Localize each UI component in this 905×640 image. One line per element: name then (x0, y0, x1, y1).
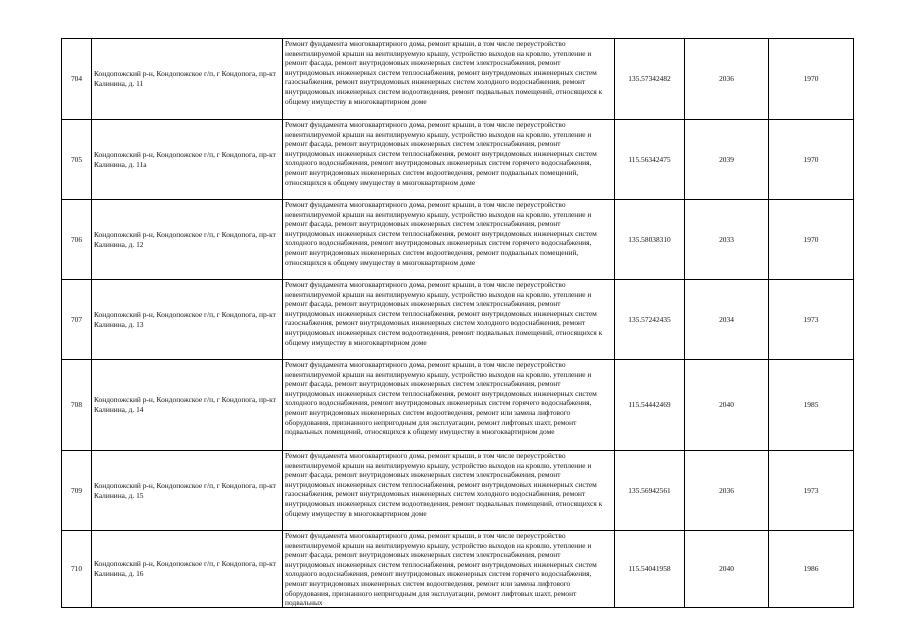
row-number: 704 (62, 39, 92, 120)
row-number: 705 (62, 120, 92, 200)
build-year-cell: 1973 (769, 451, 854, 531)
address-cell: Кондопожский р-н, Кондопожское г/п, г Кондопога, пр-кт Калинина, д. 12 (92, 200, 283, 280)
planned-year-cell: 2034 (685, 280, 769, 360)
works-cell: Ремонт фундамента многоквартирного дома, ремонт крыши, в том числе переустройство невентилируемой крыши на вентилируемую крышу, устройство выходов на кровлю, утепление и ремонт фасада, ремонт внутридомовых инженерных систем электроснабжения, ремонт внутридомовых инженерных систем теплоснабжения, ремонт внутридомовых инженерных систем газоснабжения, ремонт внутридомовых инженерных систем холодного водоснабжения, ремонт внутридомовых инженерных систем водоотведения, ремонт подвальных помещений, относящихся к общему имуществу в многоквартирном доме (283, 39, 615, 120)
row-number: 707 (62, 280, 92, 360)
works-cell: Ремонт фундамента многоквартирного дома, ремонт крыши, в том числе переустройство невентилируемой крыши на вентилируемую крышу, устройство выходов на кровлю, утепление и ремонт фасада, ремонт внутридомовых инженерных систем электроснабжения, ремонт внутридомовых инженерных систем теплоснабжения, ремонт внутридомовых инженерных систем газоснабжения, ремонт внутридомовых инженерных систем холодного водоснабжения, ремонт внутридомовых инженерных систем водоотведения, ремонт подвальных помещений, относящихся к общему имуществу в многоквартирном доме (283, 280, 615, 360)
row-number: 709 (62, 451, 92, 531)
works-text: Ремонт фундамента многоквартирного дома, ремонт крыши, в том числе переустройство невентилируемой крыши на вентилируемую крышу, устройство выходов на кровлю, утепление и ремонт фасада, ремонт внутридомовых инженерных систем электроснабжения, ремонт внутридомовых инженерных систем теплоснабжения, ремонт внутридомовых инженерных систем холодного водоснабжения, ремонт внутридомовых инженерных систем горячего водоснабжения, ремонт внутридомовых инженерных систем водоотведения, ремонт или замена лифтового оборудования, признанного непригодным для эксплуатации, ремонт лифтовых шахт, ремонт подвальных (285, 531, 597, 608)
value-cell: 135.57342482 (615, 39, 685, 120)
row-number: 708 (62, 360, 92, 451)
planned-year-cell: 2033 (685, 200, 769, 280)
works-cell: Ремонт фундамента многоквартирного дома, ремонт крыши, в том числе переустройство невентилируемой крыши на вентилируемую крышу, устройство выходов на кровлю, утепление и ремонт фасада, ремонт внутридомовых инженерных систем электроснабжения, ремонт внутридомовых инженерных систем теплоснабжения, ремонт внутридомовых инженерных систем газоснабжения, ремонт внутридомовых инженерных систем холодного водоснабжения, ремонт внутридомовых инженерных систем водоотведения, ремонт подвальных помещений, относящихся к общему имуществу в многоквартирном доме (283, 451, 615, 531)
value-cell: 115.54041958 (615, 531, 685, 608)
address-cell: Кондопожский р-н, Кондопожское г/п, г Кондопога, пр-кт Калинина, д. 15 (92, 451, 283, 531)
planned-year-cell: 2036 (685, 451, 769, 531)
build-year-cell: 1973 (769, 280, 854, 360)
table-row (62, 280, 854, 360)
value-cell: 135.57242435 (615, 280, 685, 360)
table-row (62, 120, 854, 200)
works-cell: Ремонт фундамента многоквартирного дома, ремонт крыши, в том числе переустройство невентилируемой крыши на вентилируемую крышу, устройство выходов на кровлю, утепление и ремонт фасада, ремонт внутридомовых инженерных систем электроснабжения, ремонт внутридомовых инженерных систем теплоснабжения, ремонт внутридомовых инженерных систем холодного водоснабжения, ремонт внутридомовых инженерных систем горячего водоснабжения, ремонт внутридомовых инженерных систем водоотведения, ремонт подвальных помещений, относящихся к общему имуществу в многоквартирном доме (283, 200, 615, 280)
planned-year-cell: 2036 (685, 39, 769, 120)
table-row (62, 200, 854, 280)
address-cell: Кондопожский р-н, Кондопожское г/п, г Кондопога, пр-кт Калинина, д. 13 (92, 280, 283, 360)
value-cell: 115.54442469 (615, 360, 685, 451)
address-cell: Кондопожский р-н, Кондопожское г/п, г Кондопога, пр-кт Калинина, д. 14 (92, 360, 283, 451)
build-year-cell: 1970 (769, 200, 854, 280)
table-row (62, 360, 854, 451)
value-cell: 115.56342475 (615, 120, 685, 200)
build-year-cell: 1986 (769, 531, 854, 608)
capital-repair-table (61, 38, 854, 608)
works-cell: Ремонт фундамента многоквартирного дома, ремонт крыши, в том числе переустройство невентилируемой крыши на вентилируемую крышу, устройство выходов на кровлю, утепление и ремонт фасада, ремонт внутридомовых инженерных систем электроснабжения, ремонт внутридомовых инженерных систем теплоснабжения, ремонт внутридомовых инженерных систем холодного водоснабжения, ремонт внутридомовых инженерных систем горячего водоснабжения, ремонт внутридомовых инженерных систем водоотведения, ремонт подвальных помещений, относящихся к общему имуществу в многоквартирном доме (283, 120, 615, 200)
build-year-cell: 1970 (769, 120, 854, 200)
address-cell: Кондопожский р-н, Кондопожское г/п, г Кондопога, пр-кт Калинина, д. 11а (92, 120, 283, 200)
address-cell: Кондопожский р-н, Кондопожское г/п, г Кондопога, пр-кт Калинина, д. 11 (92, 39, 283, 120)
value-cell: 135.56942561 (615, 451, 685, 531)
works-cell: Ремонт фундамента многоквартирного дома, ремонт крыши, в том числе переустройство невентилируемой крыши на вентилируемую крышу, устройство выходов на кровлю, утепление и ремонт фасада, ремонт внутридомовых инженерных систем электроснабжения, ремонт внутридомовых инженерных систем теплоснабжения, ремонт внутридомовых инженерных систем холодного водоснабжения, ремонт внутридомовых инженерных систем горячего водоснабжения, ремонт внутридомовых инженерных систем водоотведения, ремонт или замена лифтового оборудования, признанного непригодным для эксплуатации, ремонт лифтовых шахт, ремонт подвальных помещений, относящихся к общему имуществу в многоквартирном доме (283, 360, 615, 451)
build-year-cell: 1970 (769, 39, 854, 120)
planned-year-cell: 2040 (685, 531, 769, 608)
row-number: 710 (62, 531, 92, 608)
row-number: 706 (62, 200, 92, 280)
build-year-cell: 1985 (769, 360, 854, 451)
planned-year-cell: 2039 (685, 120, 769, 200)
table-row (62, 531, 854, 608)
planned-year-cell: 2040 (685, 360, 769, 451)
address-cell: Кондопожский р-н, Кондопожское г/п, г Кондопога, пр-кт Калинина, д. 16 (92, 531, 283, 608)
value-cell: 135.58038310 (615, 200, 685, 280)
table-row (62, 39, 854, 120)
table-row (62, 451, 854, 531)
works-cell (283, 531, 615, 608)
